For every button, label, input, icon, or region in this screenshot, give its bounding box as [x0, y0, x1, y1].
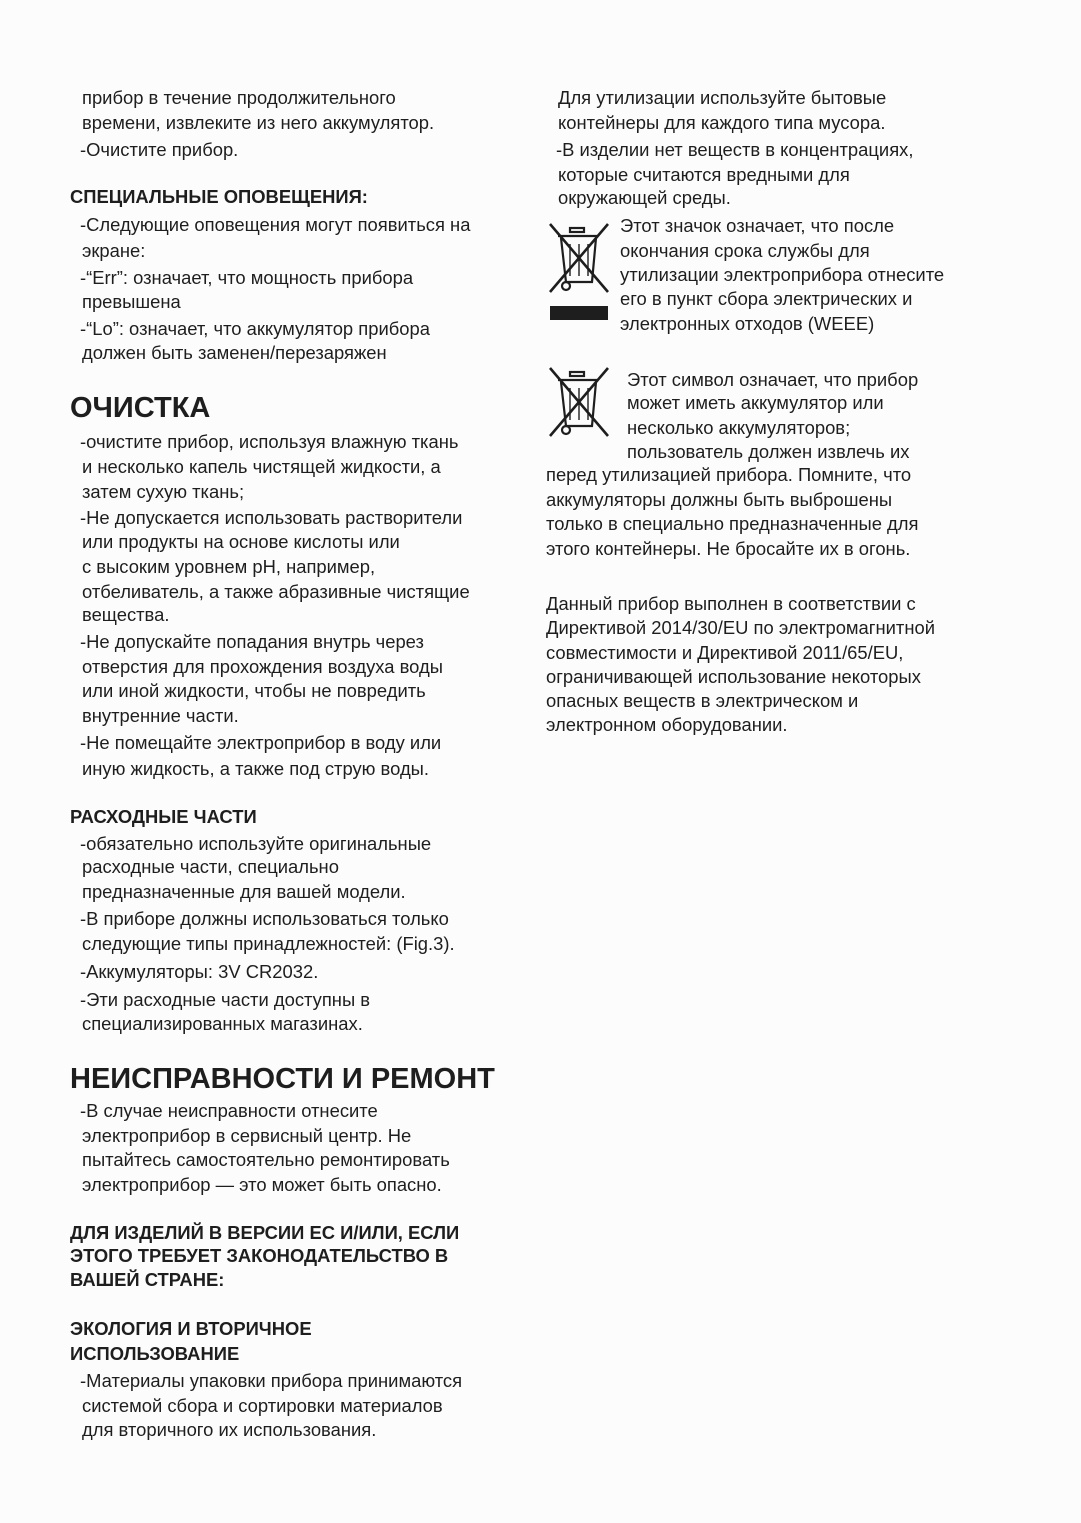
right-intro-line: Для утилизации используйте бытовые: [558, 87, 887, 108]
crossed-wheelie-bin-with-bar-icon: [546, 222, 610, 324]
cleaning-line: затем сухую ткань;: [82, 481, 245, 502]
battery-line: этого контейнеры. Не бросайте их в огонь.: [546, 538, 911, 559]
cleaning-line: -Не допускается использовать растворители: [80, 507, 463, 528]
cleaning-heading: ОЧИСТКА: [70, 392, 211, 424]
consumables-line: расходные части, специально: [82, 856, 339, 877]
eu-heading-line: ЭТОГО ТРЕБУЕТ ЗАКОНОДАТЕЛЬСТВО В: [70, 1245, 449, 1266]
cleaning-line: или иной жидкости, чтобы не повредить: [82, 680, 426, 701]
intro-line: прибор в течение продолжительного: [82, 87, 396, 108]
special-line: экране:: [82, 240, 146, 261]
consumables-heading: РАСХОДНЫЕ ЧАСТИ: [70, 806, 257, 827]
ecology-line: системой сбора и сортировки материалов: [82, 1395, 443, 1416]
crossed-wheelie-bin-icon: [546, 366, 610, 438]
compliance-line: Данный прибор выполнен в соответствии с: [546, 593, 916, 614]
cleaning-line: иную жидкость, а также под струю воды.: [82, 758, 430, 779]
special-line: -“Lo”: означает, что аккумулятор прибора: [80, 318, 430, 339]
battery-line: аккумуляторы должны быть выброшены: [546, 489, 893, 510]
intro-line: -Очистите прибор.: [80, 139, 239, 160]
cleaning-line: отбеливатель, а также абразивные чистящие: [82, 581, 470, 602]
compliance-line: электронном оборудовании.: [546, 714, 788, 735]
cleaning-line: или продукты на основе кислоты или: [82, 531, 400, 552]
battery-line: несколько аккумуляторов;: [627, 417, 851, 438]
repair-line: электроприбор в сервисный центр. Не: [82, 1125, 412, 1146]
cleaning-line: -Не помещайте электроприбор в воду или: [80, 732, 442, 753]
compliance-line: Директивой 2014/30/EU по электромагнитной: [546, 617, 936, 638]
cleaning-line: -очистите прибор, используя влажную ткань: [80, 431, 459, 452]
repair-line: пытайтесь самостоятельно ремонтировать: [82, 1149, 450, 1170]
ecology-line: -Материалы упаковки прибора принимаются: [80, 1370, 463, 1391]
special-line: превышена: [82, 291, 181, 312]
weee-line: его в пункт сбора электрических и: [620, 288, 913, 309]
consumables-line: предназначенные для вашей модели.: [82, 881, 406, 902]
battery-line: перед утилизацией прибора. Помните, что: [546, 464, 912, 485]
special-line: -“Err”: означает, что мощность прибора: [80, 267, 414, 288]
cleaning-line: -Не допускайте попадания внутрь через: [80, 631, 424, 652]
ecology-heading-line: ЭКОЛОГИЯ И ВТОРИЧНОЕ: [70, 1318, 312, 1339]
battery-line: только в специально предназначенные для: [546, 513, 919, 534]
consumables-line: следующие типы принадлежностей: (Fig.3).: [82, 933, 455, 954]
compliance-line: опасных веществ в электрическом и: [546, 690, 859, 711]
ecology-heading-line: ИСПОЛЬЗОВАНИЕ: [70, 1343, 240, 1364]
compliance-line: ограничивающей использование некоторых: [546, 666, 921, 687]
special-notices-heading: СПЕЦИАЛЬНЫЕ ОПОВЕЩЕНИЯ:: [70, 186, 368, 207]
weee-line: утилизации электроприбора отнесите: [620, 264, 945, 285]
eu-heading-line: ДЛЯ ИЗДЕЛИЙ В ВЕРСИИ ЕС И/ИЛИ, ЕСЛИ: [70, 1222, 460, 1243]
special-line: должен быть заменен/перезаряжен: [82, 342, 387, 363]
intro-line: времени, извлеките из него аккумулятор.: [82, 112, 435, 133]
weee-line: окончания срока службы для: [620, 240, 870, 261]
cleaning-line: вещества.: [82, 604, 170, 625]
right-intro-line: которые считаются вредными для: [558, 164, 850, 185]
ecology-line: для вторичного их использования.: [82, 1419, 377, 1440]
repair-line: -В случае неисправности отнесите: [80, 1100, 378, 1121]
repair-line: электроприбор — это может быть опасно.: [82, 1174, 442, 1195]
cleaning-line: внутренние части.: [82, 705, 239, 726]
consumables-line: -обязательно используйте оригинальные: [80, 833, 432, 854]
special-line: -Следующие оповещения могут появиться на: [80, 214, 471, 235]
battery-line: может иметь аккумулятор или: [627, 392, 884, 413]
right-intro-line: контейнеры для каждого типа мусора.: [558, 112, 886, 133]
battery-line: Этот символ означает, что прибор: [627, 369, 919, 390]
weee-line: Этот значок означает, что после: [620, 215, 895, 236]
cleaning-line: с высоким уровнем pH, например,: [82, 556, 376, 577]
right-intro-line: окружающей среды.: [558, 187, 731, 208]
cleaning-line: и несколько капель чистящей жидкости, а: [82, 456, 441, 477]
weee-line: электронных отходов (WEEE): [620, 313, 875, 334]
consumables-line: специализированных магазинах.: [82, 1013, 363, 1034]
right-intro-line: -В изделии нет веществ в концентрациях,: [556, 139, 914, 160]
eu-heading-line: ВАШЕЙ СТРАНЕ:: [70, 1269, 225, 1290]
cleaning-line: отверстия для прохождения воздуха воды: [82, 656, 443, 677]
consumables-line: -Аккумуляторы: 3V CR2032.: [80, 961, 319, 982]
battery-line: пользователь должен извлечь их: [627, 441, 910, 462]
consumables-line: -В приборе должны использоваться только: [80, 908, 449, 929]
consumables-line: -Эти расходные части доступны в: [80, 989, 371, 1010]
compliance-line: совместимости и Директивой 2011/65/EU,: [546, 642, 904, 663]
repair-heading: НЕИСПРАВНОСТИ И РЕМОНТ: [70, 1063, 495, 1095]
